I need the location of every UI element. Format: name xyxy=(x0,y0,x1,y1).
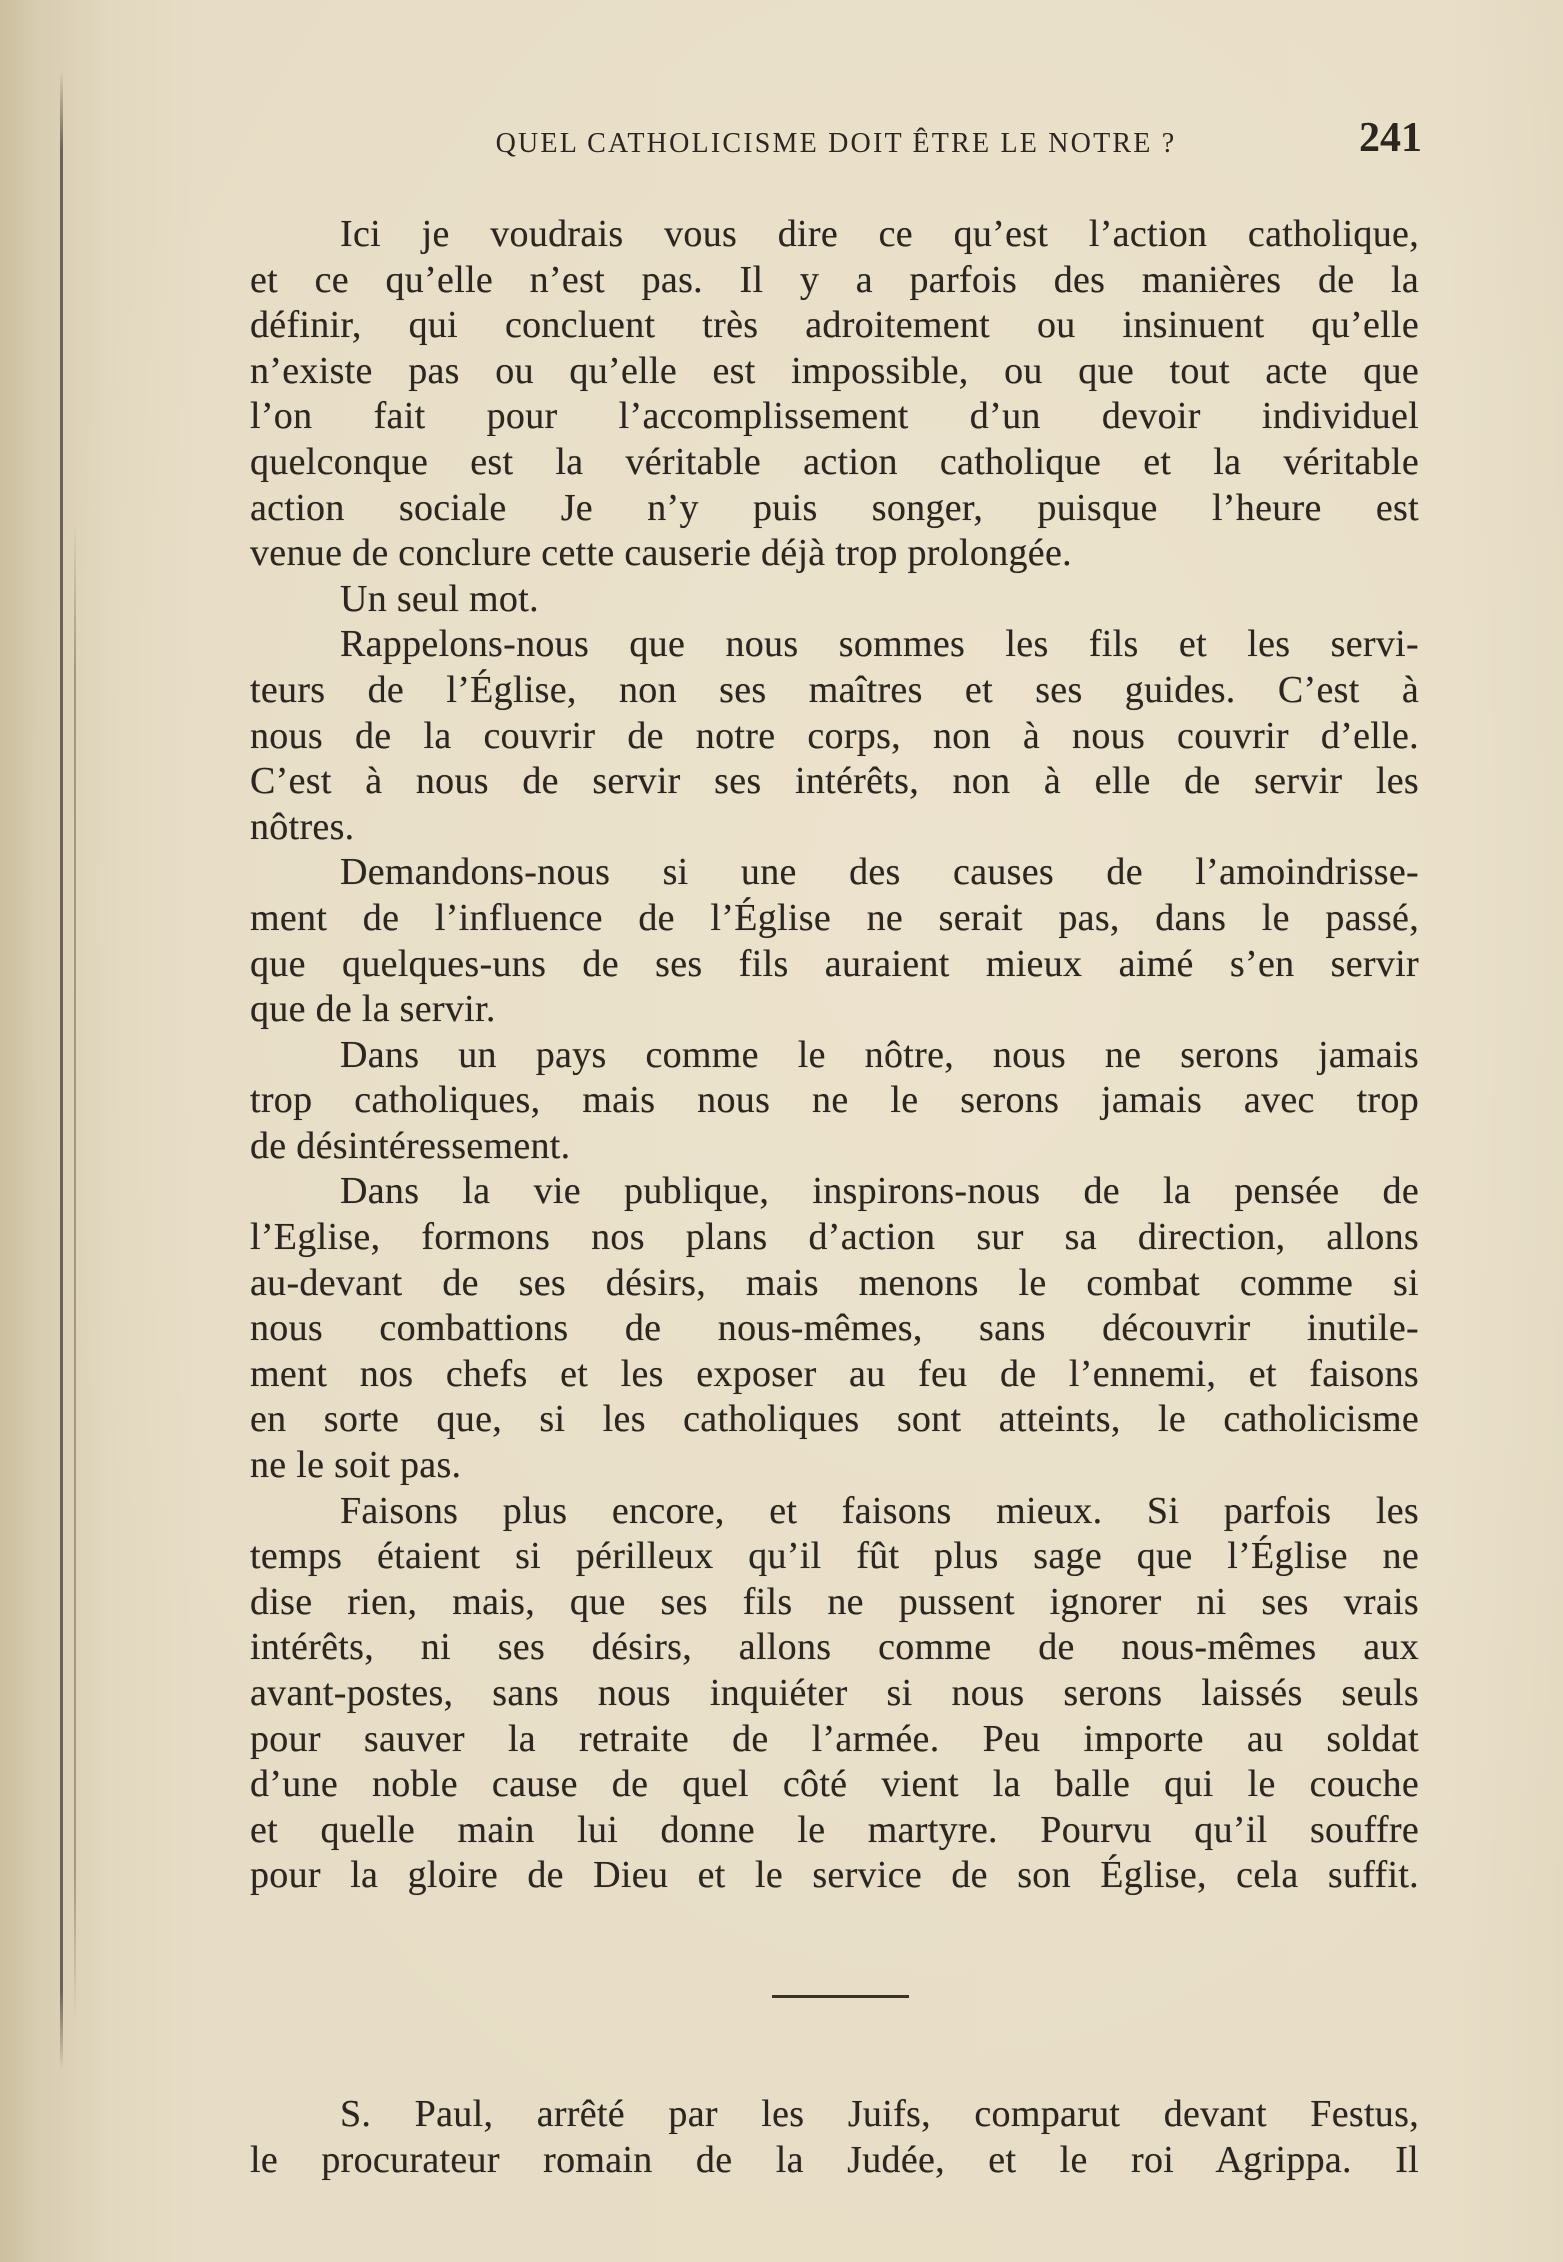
next-section-text xyxy=(250,2091,1419,2183)
paragraph xyxy=(250,212,1419,577)
text-line: Dans un pays comme le nôtre, nous ne serons jamais xyxy=(340,1033,1419,1076)
text-line: avant-postes, sans nous inquiéter si nous serons laissés seuls xyxy=(250,1672,1419,1714)
text-line: teurs de l’Église, non ses maîtres et ses guides. C’est à xyxy=(250,668,1419,711)
text-line: action sociale Je n’y puis songer, puisque l’heure est xyxy=(250,486,1419,529)
paragraph xyxy=(250,850,1419,1032)
text-line: et quelle main lui donne le martyre. Pourvu qu’il souffre xyxy=(250,1808,1419,1851)
paragraph xyxy=(250,577,1419,623)
running-title: QUEL CATHOLICISME DOIT ÊTRE LE NOTRE ? xyxy=(495,128,1177,159)
text-line: trop catholiques, mais nous ne le serons jamais avec trop xyxy=(250,1079,1419,1122)
paragraph xyxy=(250,622,1419,850)
text-line: de désintéressement. xyxy=(250,1124,571,1167)
text-line: ment de l’influence de l’Église ne serait pas, dans le passé, xyxy=(250,896,1419,939)
text-line: quelconque est la véritable action catholique et la véritable xyxy=(250,440,1419,483)
text-line: nous combattions de nous-mêmes, sans découvrir inutile- xyxy=(250,1307,1419,1350)
text-line: l’Eglise, formons nos plans d’action sur sa direction, allons xyxy=(250,1216,1419,1259)
paragraph xyxy=(250,1489,1419,1899)
text-line: C’est à nous de servir ses intérêts, non à elle de servir les xyxy=(250,760,1419,803)
text-line: le procurateur romain de la Judée, et le roi Agrippa. Il xyxy=(250,2139,1419,2181)
text-line: d’une noble cause de quel côté vient la balle qui le couche xyxy=(250,1763,1419,1806)
paragraph xyxy=(250,1169,1419,1488)
text-line: intérêts, ni ses désirs, allons comme de nous-mêmes aux xyxy=(250,1626,1419,1669)
text-line: ment nos chefs et les exposer au feu de l’ennemi, et faisons xyxy=(250,1352,1419,1395)
page-number: 241 xyxy=(1359,115,1422,161)
text-line: S. Paul, arrêté par les Juifs, comparut devant Festus, xyxy=(340,2093,1419,2135)
body-text xyxy=(250,212,1419,1899)
text-line: venue de conclure cette causerie déjà trop prolongée. xyxy=(250,532,1072,575)
text-line: nôtres. xyxy=(250,805,355,848)
text-line: dise rien, mais, que ses fils ne pussent ignorer ni ses vrais xyxy=(250,1580,1419,1623)
text-line: que de la servir. xyxy=(250,988,496,1031)
section-separator xyxy=(772,1995,909,1998)
text-line: Dans la vie publique, inspirons-nous de la pensée de xyxy=(340,1170,1419,1213)
text-line: pour sauver la retraite de l’armée. Peu importe au soldat xyxy=(250,1717,1419,1760)
text-line: Faisons plus encore, et faisons mieux. Si parfois les xyxy=(340,1489,1419,1532)
text-line: Demandons-nous si une des causes de l’amoindrisse- xyxy=(340,851,1419,894)
text-line: ne le soit pas. xyxy=(250,1444,462,1487)
page-header xyxy=(250,115,1422,170)
binding-edge-shadow xyxy=(74,520,76,2020)
text-line: et ce qu’elle n’est pas. Il y a parfois des manières de la xyxy=(250,258,1419,301)
paragraph xyxy=(250,1033,1419,1170)
text-line: définir, qui concluent très adroitement ou insinuent qu’elle xyxy=(250,304,1419,347)
paragraph xyxy=(250,2091,1419,2183)
text-line: au-devant de ses désirs, mais menons le combat comme si xyxy=(250,1261,1419,1304)
text-line: que quelques-uns de ses fils auraient mieux aimé s’en servir xyxy=(250,942,1419,985)
text-line: n’existe pas ou qu’elle est impossible, ou que tout acte que xyxy=(250,349,1419,392)
text-line: l’on fait pour l’accomplissement d’un devoir individuel xyxy=(250,395,1419,438)
text-line: nous de la couvrir de notre corps, non à nous couvrir d’elle. xyxy=(250,714,1419,757)
binding-edge xyxy=(60,70,63,2070)
text-line: en sorte que, si les catholiques sont atteints, le catholicisme xyxy=(250,1398,1419,1441)
text-line: pour la gloire de Dieu et le service de son Église, cela suffit. xyxy=(250,1854,1419,1897)
text-line: Un seul mot. xyxy=(340,577,539,620)
text-line: temps étaient si périlleux qu’il fût plus sage que l’Église ne xyxy=(250,1535,1419,1578)
text-line: Rappelons-nous que nous sommes les fils et les servi- xyxy=(340,623,1419,666)
text-line: Ici je voudrais vous dire ce qu’est l’action catholique, xyxy=(340,213,1419,255)
